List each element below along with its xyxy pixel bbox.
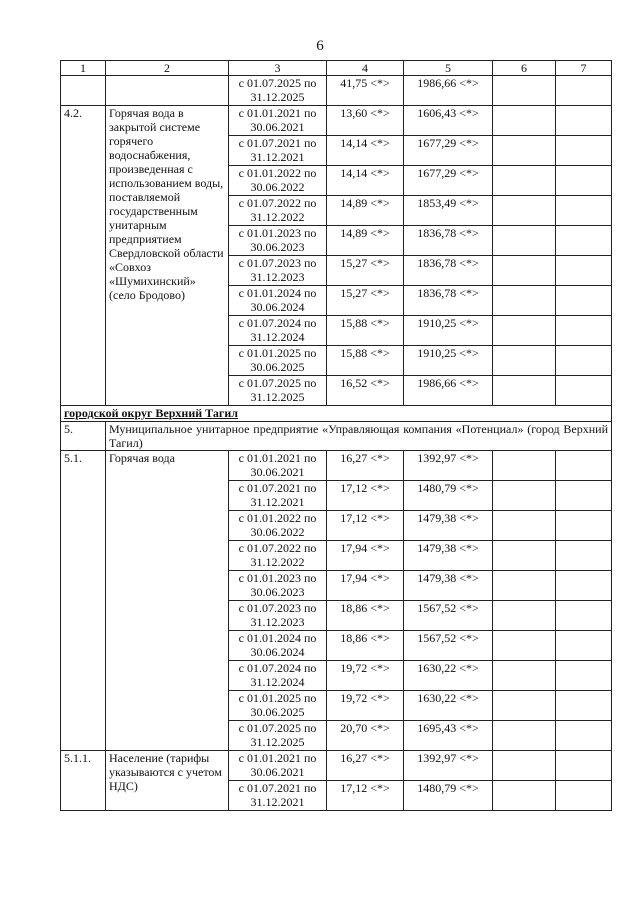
- value-col5-cell: 1986,66 <*>: [404, 76, 493, 106]
- value-col6-cell: [493, 751, 556, 781]
- value-col5-cell: 1836,78 <*>: [404, 256, 493, 286]
- value-col7-cell: [556, 346, 612, 376]
- value-col6-cell: [493, 196, 556, 226]
- value-col7-cell: [556, 196, 612, 226]
- value-col4-cell: 16,27 <*>: [327, 751, 404, 781]
- value-col6-cell: [493, 541, 556, 571]
- value-col4-cell: 17,12 <*>: [327, 481, 404, 511]
- column-header: 1: [61, 61, 106, 76]
- value-col4-cell: 17,94 <*>: [327, 541, 404, 571]
- period-cell: с 01.07.2022 по 31.12.2022: [229, 196, 327, 226]
- column-header: 3: [229, 61, 327, 76]
- value-col4-cell: 14,89 <*>: [327, 226, 404, 256]
- value-col7-cell: [556, 571, 612, 601]
- value-col5-cell: 1392,97 <*>: [404, 451, 493, 481]
- value-col6-cell: [493, 376, 556, 406]
- value-col6-cell: [493, 451, 556, 481]
- value-col4-cell: 14,89 <*>: [327, 196, 404, 226]
- value-col5-cell: 1836,78 <*>: [404, 226, 493, 256]
- value-col5-cell: 1479,38 <*>: [404, 571, 493, 601]
- value-col4-cell: 19,72 <*>: [327, 661, 404, 691]
- column-header: 6: [493, 61, 556, 76]
- column-header: 2: [106, 61, 229, 76]
- period-cell: с 01.07.2024 по 31.12.2024: [229, 316, 327, 346]
- value-col5-cell: 1479,38 <*>: [404, 541, 493, 571]
- value-col7-cell: [556, 136, 612, 166]
- value-col4-cell: 17,12 <*>: [327, 781, 404, 811]
- value-col5-cell: 1910,25 <*>: [404, 316, 493, 346]
- value-col7-cell: [556, 541, 612, 571]
- value-col4-cell: 18,86 <*>: [327, 601, 404, 631]
- period-cell: с 01.07.2024 по 31.12.2024: [229, 661, 327, 691]
- value-col6-cell: [493, 661, 556, 691]
- value-col5-cell: 1630,22 <*>: [404, 691, 493, 721]
- period-cell: с 01.01.2022 по 30.06.2022: [229, 166, 327, 196]
- value-col5-cell: 1630,22 <*>: [404, 661, 493, 691]
- value-col5-cell: 1836,78 <*>: [404, 286, 493, 316]
- row-number-cell: 5.1.: [61, 451, 106, 751]
- period-cell: с 01.07.2025 по 31.12.2025: [229, 376, 327, 406]
- value-col4-cell: 15,88 <*>: [327, 346, 404, 376]
- value-col4-cell: 18,86 <*>: [327, 631, 404, 661]
- value-col7-cell: [556, 316, 612, 346]
- period-cell: с 01.07.2025 по 31.12.2025: [229, 721, 327, 751]
- value-col6-cell: [493, 286, 556, 316]
- period-cell: с 01.01.2021 по 30.06.2021: [229, 106, 327, 136]
- period-cell: с 01.01.2024 по 30.06.2024: [229, 286, 327, 316]
- value-col7-cell: [556, 451, 612, 481]
- value-col5-cell: 1677,29 <*>: [404, 136, 493, 166]
- value-col7-cell: [556, 721, 612, 751]
- period-cell: с 01.01.2023 по 30.06.2023: [229, 571, 327, 601]
- value-col6-cell: [493, 511, 556, 541]
- value-col6-cell: [493, 106, 556, 136]
- value-col5-cell: 1567,52 <*>: [404, 631, 493, 661]
- period-cell: с 01.01.2025 по 30.06.2025: [229, 346, 327, 376]
- period-cell: с 01.07.2023 по 31.12.2023: [229, 256, 327, 286]
- period-cell: с 01.07.2025 по 31.12.2025: [229, 76, 327, 106]
- value-col5-cell: 1480,79 <*>: [404, 481, 493, 511]
- value-col6-cell: [493, 691, 556, 721]
- value-col5-cell: 1606,43 <*>: [404, 106, 493, 136]
- row-number-cell: [61, 76, 106, 106]
- value-col6-cell: [493, 571, 556, 601]
- column-header: 4: [327, 61, 404, 76]
- value-col5-cell: 1479,38 <*>: [404, 511, 493, 541]
- row-number-cell: 5.1.1.: [61, 751, 106, 811]
- value-col4-cell: 41,75 <*>: [327, 76, 404, 106]
- organization-name: Муниципальное унитарное предприятие «Управляющая компания «Потенциал» (город Верхний Тагил): [106, 422, 612, 451]
- value-col6-cell: [493, 166, 556, 196]
- value-col6-cell: [493, 316, 556, 346]
- value-col7-cell: [556, 751, 612, 781]
- value-col4-cell: 14,14 <*>: [327, 166, 404, 196]
- value-col7-cell: [556, 256, 612, 286]
- row-name-cell: [106, 76, 229, 106]
- value-col4-cell: 15,27 <*>: [327, 286, 404, 316]
- column-header: 7: [556, 61, 612, 76]
- value-col7-cell: [556, 226, 612, 256]
- value-col6-cell: [493, 226, 556, 256]
- value-col6-cell: [493, 481, 556, 511]
- value-col7-cell: [556, 661, 612, 691]
- value-col5-cell: 1910,25 <*>: [404, 346, 493, 376]
- period-cell: с 01.07.2021 по 31.12.2021: [229, 781, 327, 811]
- value-col7-cell: [556, 601, 612, 631]
- value-col6-cell: [493, 721, 556, 751]
- period-cell: с 01.01.2021 по 30.06.2021: [229, 451, 327, 481]
- value-col7-cell: [556, 286, 612, 316]
- value-col4-cell: 16,52 <*>: [327, 376, 404, 406]
- value-col6-cell: [493, 256, 556, 286]
- value-col5-cell: 1480,79 <*>: [404, 781, 493, 811]
- value-col4-cell: 16,27 <*>: [327, 451, 404, 481]
- table-row: [61, 76, 612, 106]
- organization-row: [61, 422, 612, 451]
- value-col6-cell: [493, 136, 556, 166]
- period-cell: с 01.01.2022 по 30.06.2022: [229, 511, 327, 541]
- value-col4-cell: 15,88 <*>: [327, 316, 404, 346]
- value-col6-cell: [493, 781, 556, 811]
- column-header: 5: [404, 61, 493, 76]
- value-col5-cell: 1677,29 <*>: [404, 166, 493, 196]
- value-col6-cell: [493, 346, 556, 376]
- period-cell: с 01.07.2022 по 31.12.2022: [229, 541, 327, 571]
- period-cell: с 01.07.2023 по 31.12.2023: [229, 601, 327, 631]
- value-col7-cell: [556, 376, 612, 406]
- value-col7-cell: [556, 781, 612, 811]
- tariff-table: [60, 60, 612, 811]
- period-cell: с 01.01.2021 по 30.06.2021: [229, 751, 327, 781]
- section-title: городской округ Верхний Тагил: [61, 406, 612, 422]
- value-col4-cell: 14,14 <*>: [327, 136, 404, 166]
- table-row: [61, 451, 612, 481]
- value-col5-cell: 1853,49 <*>: [404, 196, 493, 226]
- value-col7-cell: [556, 76, 612, 106]
- row-number-cell: 4.2.: [61, 106, 106, 406]
- tariff-table-body: [61, 61, 612, 811]
- value-col4-cell: 20,70 <*>: [327, 721, 404, 751]
- period-cell: с 01.01.2024 по 30.06.2024: [229, 631, 327, 661]
- row-name-cell: Горячая вода в закрытой системе горячего водоснабжения, произведенная с использованием воды, поставляемой государственным унитарным предприятием Свердловской области «Совхоз «Шумихинский» (село Бродово): [106, 106, 229, 406]
- value-col7-cell: [556, 691, 612, 721]
- period-cell: с 01.07.2021 по 31.12.2021: [229, 136, 327, 166]
- value-col6-cell: [493, 601, 556, 631]
- page-number: 6: [316, 38, 324, 54]
- period-cell: с 01.01.2023 по 30.06.2023: [229, 226, 327, 256]
- value-col7-cell: [556, 166, 612, 196]
- value-col4-cell: 13,60 <*>: [327, 106, 404, 136]
- table-row: [61, 106, 612, 136]
- value-col7-cell: [556, 511, 612, 541]
- value-col4-cell: 17,12 <*>: [327, 511, 404, 541]
- value-col7-cell: [556, 481, 612, 511]
- value-col7-cell: [556, 106, 612, 136]
- row-name-cell: Население (тарифы указываются с учетом НДС): [106, 751, 229, 811]
- value-col4-cell: 19,72 <*>: [327, 691, 404, 721]
- column-header-row: [61, 61, 612, 76]
- value-col5-cell: 1567,52 <*>: [404, 601, 493, 631]
- row-name-cell: Горячая вода: [106, 451, 229, 751]
- section-row: [61, 406, 612, 422]
- period-cell: с 01.01.2025 по 30.06.2025: [229, 691, 327, 721]
- value-col6-cell: [493, 631, 556, 661]
- value-col4-cell: 15,27 <*>: [327, 256, 404, 286]
- row-number-cell: 5.: [61, 422, 106, 451]
- value-col5-cell: 1986,66 <*>: [404, 376, 493, 406]
- value-col7-cell: [556, 631, 612, 661]
- value-col6-cell: [493, 76, 556, 106]
- value-col5-cell: 1695,43 <*>: [404, 721, 493, 751]
- table-row: [61, 751, 612, 781]
- value-col5-cell: 1392,97 <*>: [404, 751, 493, 781]
- period-cell: с 01.07.2021 по 31.12.2021: [229, 481, 327, 511]
- value-col4-cell: 17,94 <*>: [327, 571, 404, 601]
